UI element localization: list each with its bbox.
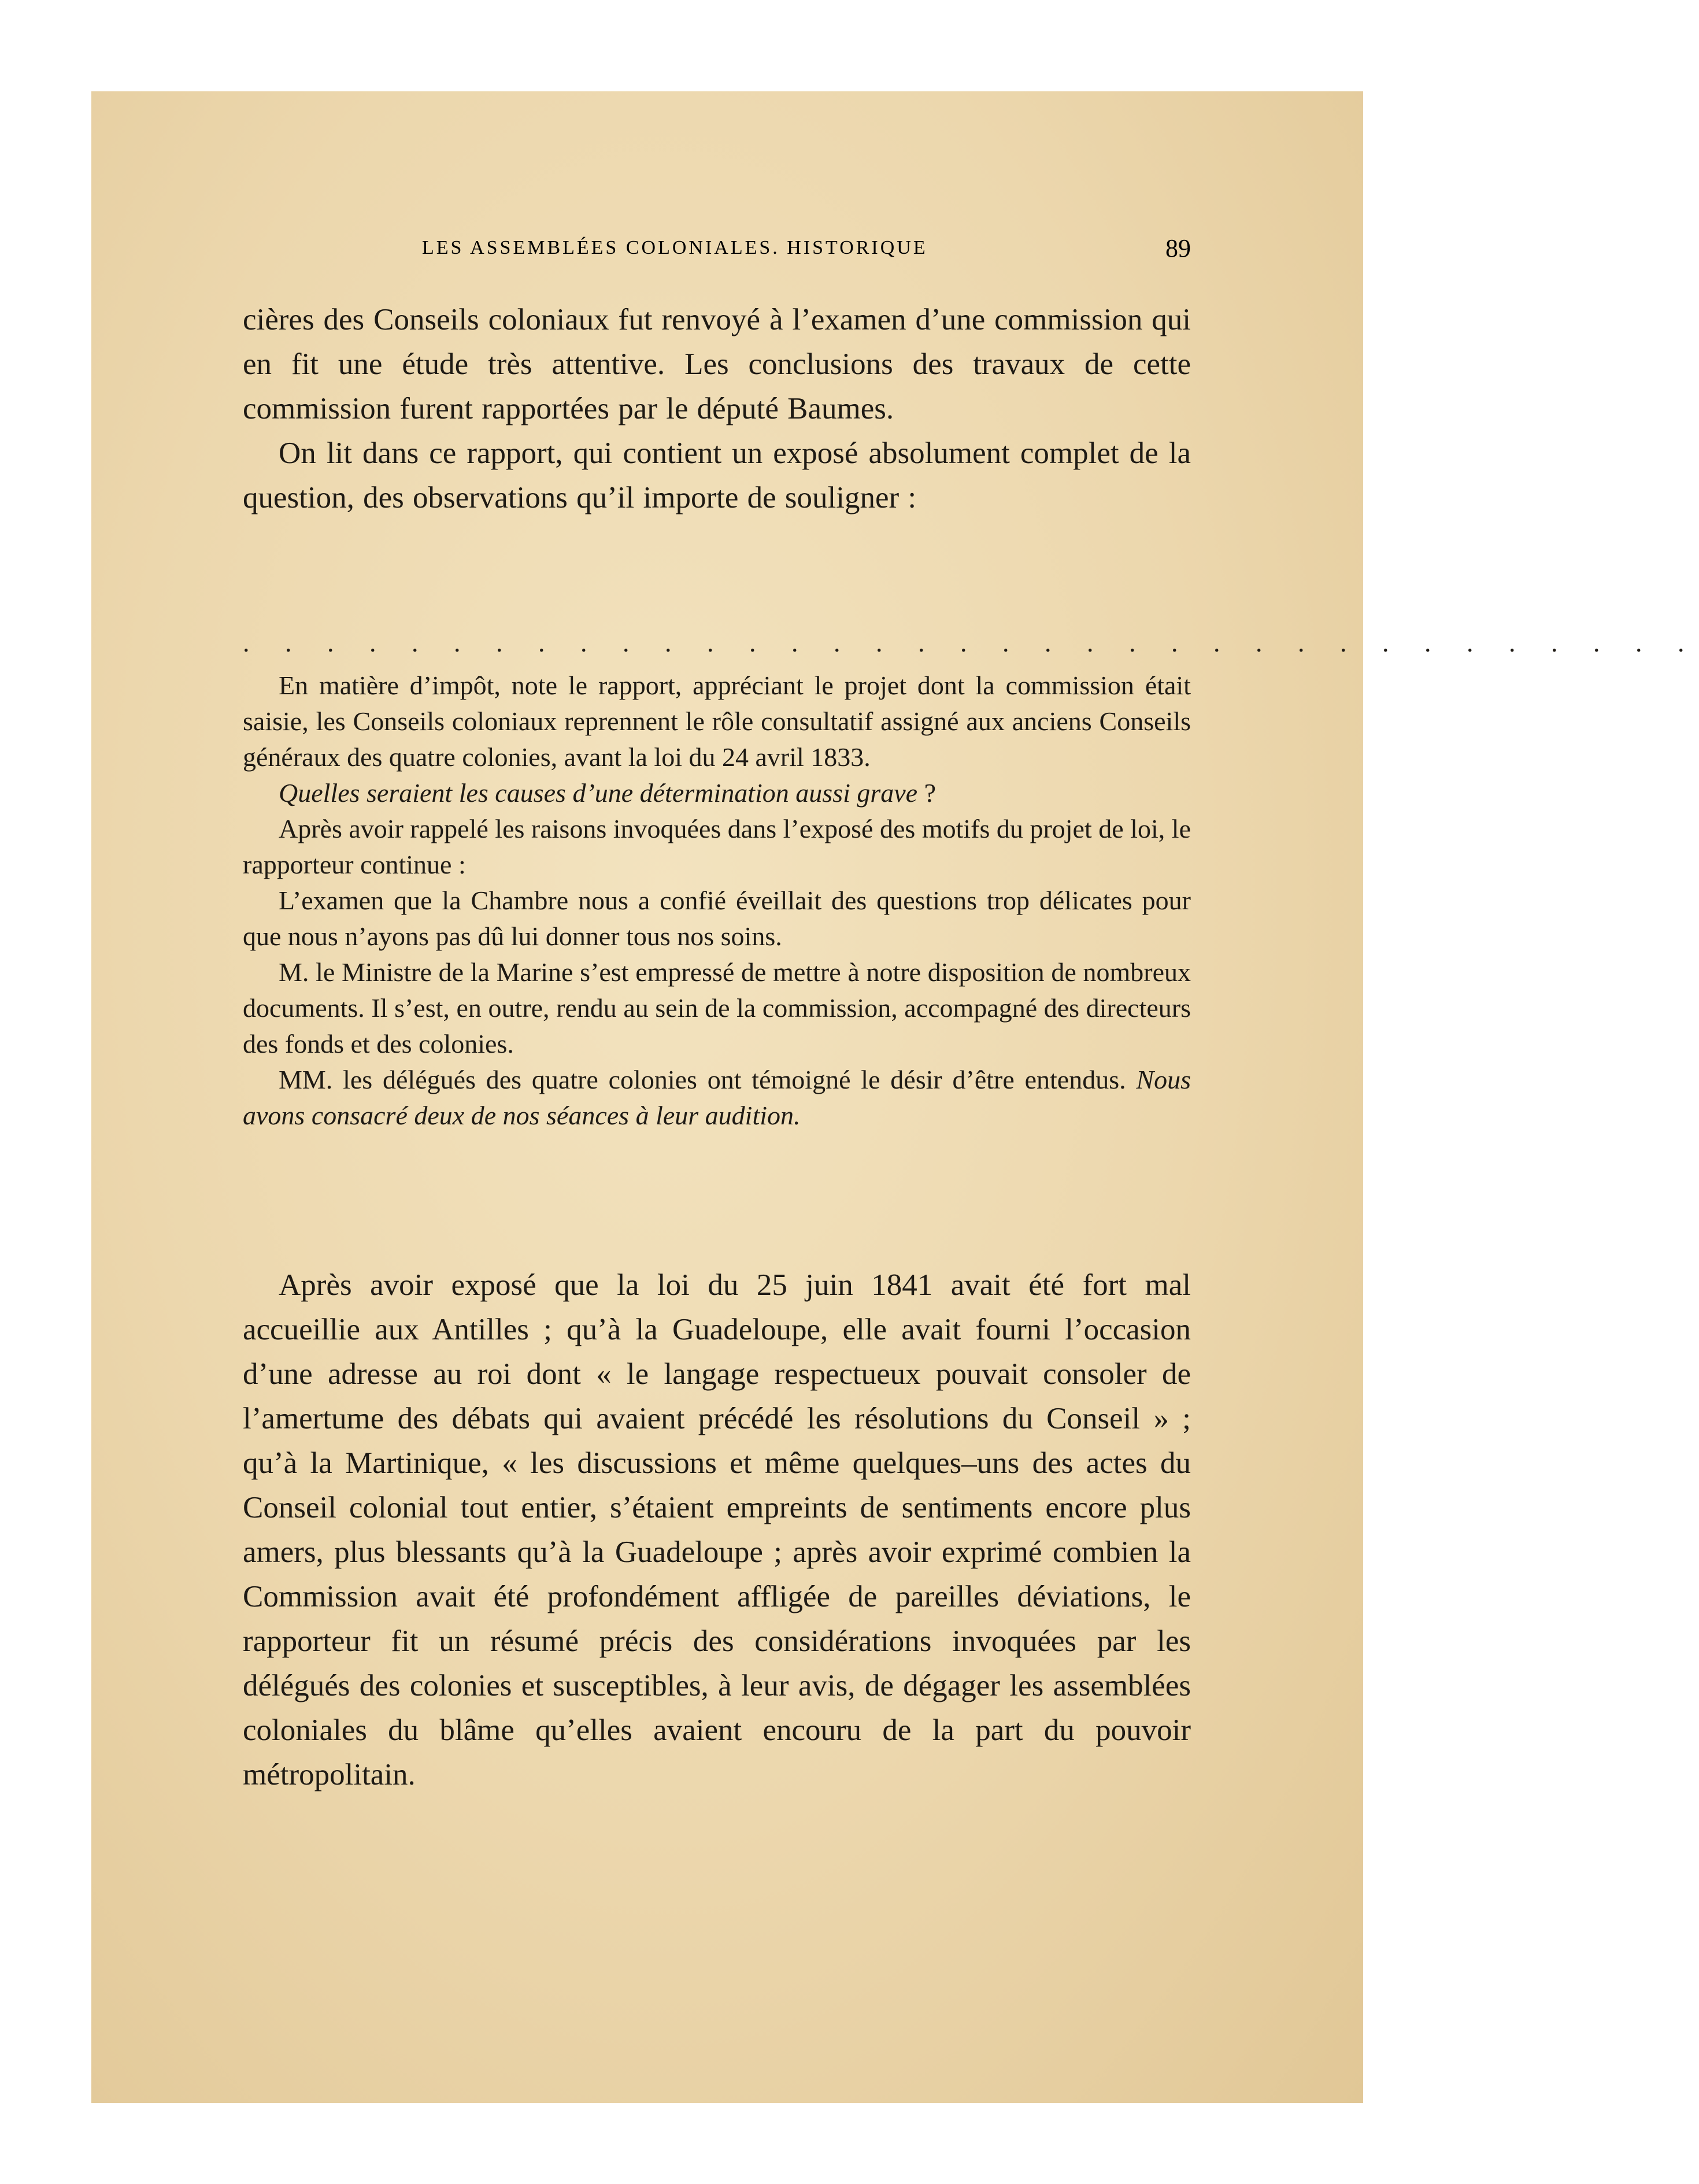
- quote-paragraph-1: En matière d’impôt, note le rapport, appréciant le projet dont la commission était saisie, les Conseils coloniaux reprennent le rôle consultatif assigné aux anciens Conseils généraux des quatre colonies, avant la loi du 24 avril 1833.: [243, 671, 1191, 772]
- quote-question: Quelles seraient les causes d’une détermination aussi grave: [279, 778, 918, 808]
- intro-paragraph-2: On lit dans ce rapport, qui contient un exposé absolument complet de la question, des observations qu’il importe de souligner :: [243, 436, 1191, 514]
- page-number: 89: [1165, 234, 1191, 262]
- quote-paragraph-2: [243, 775, 1191, 811]
- quote-paragraph-6-text: MM. les délégués des quatre colonies ont témoigné le désir d’être entendus.: [279, 1065, 1137, 1094]
- closing-text: [243, 1263, 1191, 1797]
- quote-question-mark: ?: [917, 778, 936, 808]
- intro-text: [243, 298, 1191, 520]
- quote-paragraph-4: L’examen que la Chambre nous a confié éveillait des questions trop délicates pour que nous n’ayons pas dû lui donner tous nos soins.: [243, 886, 1191, 951]
- closing-paragraph: Après avoir exposé que la loi du 25 juin 1841 avait été fort mal accueillie aux Antilles ; qu’à la Guadeloupe, elle avait fourni l’occasion d’une adresse au roi dont « le langage respectueux pouvait consoler de l’amertume des débats qui avaient précédé les résolutions du Conseil » ; qu’à la Martinique, « les discussions et même quelques–uns des actes du Conseil colonial tout entier, s’étaient empreints de sentiments encore plus amers, plus blessants qu’à la Guadeloupe ; après avoir exprimé combien la Commission avait été profondément affligée de pareilles déviations, le rapporteur fit un résumé précis des considérations invoquées par les délégués des colonies et susceptibles, à leur avis, de dégager les assemblées coloniales du blâme qu’elles avaient encouru de la part du pouvoir métropolitain.: [243, 1268, 1191, 1791]
- quote-paragraph-5: M. le Ministre de la Marine s’est empressé de mettre à notre disposition de nombreux documents. Il s’est, en outre, rendu au sein de la commission, accompagné des directeurs des fonds et des colonies.: [243, 957, 1191, 1058]
- running-head: LES ASSEMBLÉES COLONIALES. HISTORIQUE: [422, 237, 928, 258]
- page-header: [243, 234, 1191, 272]
- quote-paragraph-6-italic: Nous avons consacré deux de nos séances à leur audition.: [243, 1065, 1191, 1130]
- quoted-report: [243, 668, 1191, 1134]
- quote-paragraph-3: Après avoir rappelé les raisons invoquées dans l’exposé des motifs du projet de loi, le rapporteur continue :: [243, 814, 1191, 879]
- quote-paragraph-6: [243, 1062, 1191, 1134]
- ellipsis-row: . . . . . . . . . . . . . . . . . . . . . . . . . . . . . . . . . . .: [243, 628, 1699, 657]
- intro-paragraph-1: cières des Conseils coloniaux fut renvoyé à l’examen d’une commission qui en fit une étude très attentive. Les conclusions des travaux de cette commission furent rapportées par le député Baumes.: [243, 303, 1191, 425]
